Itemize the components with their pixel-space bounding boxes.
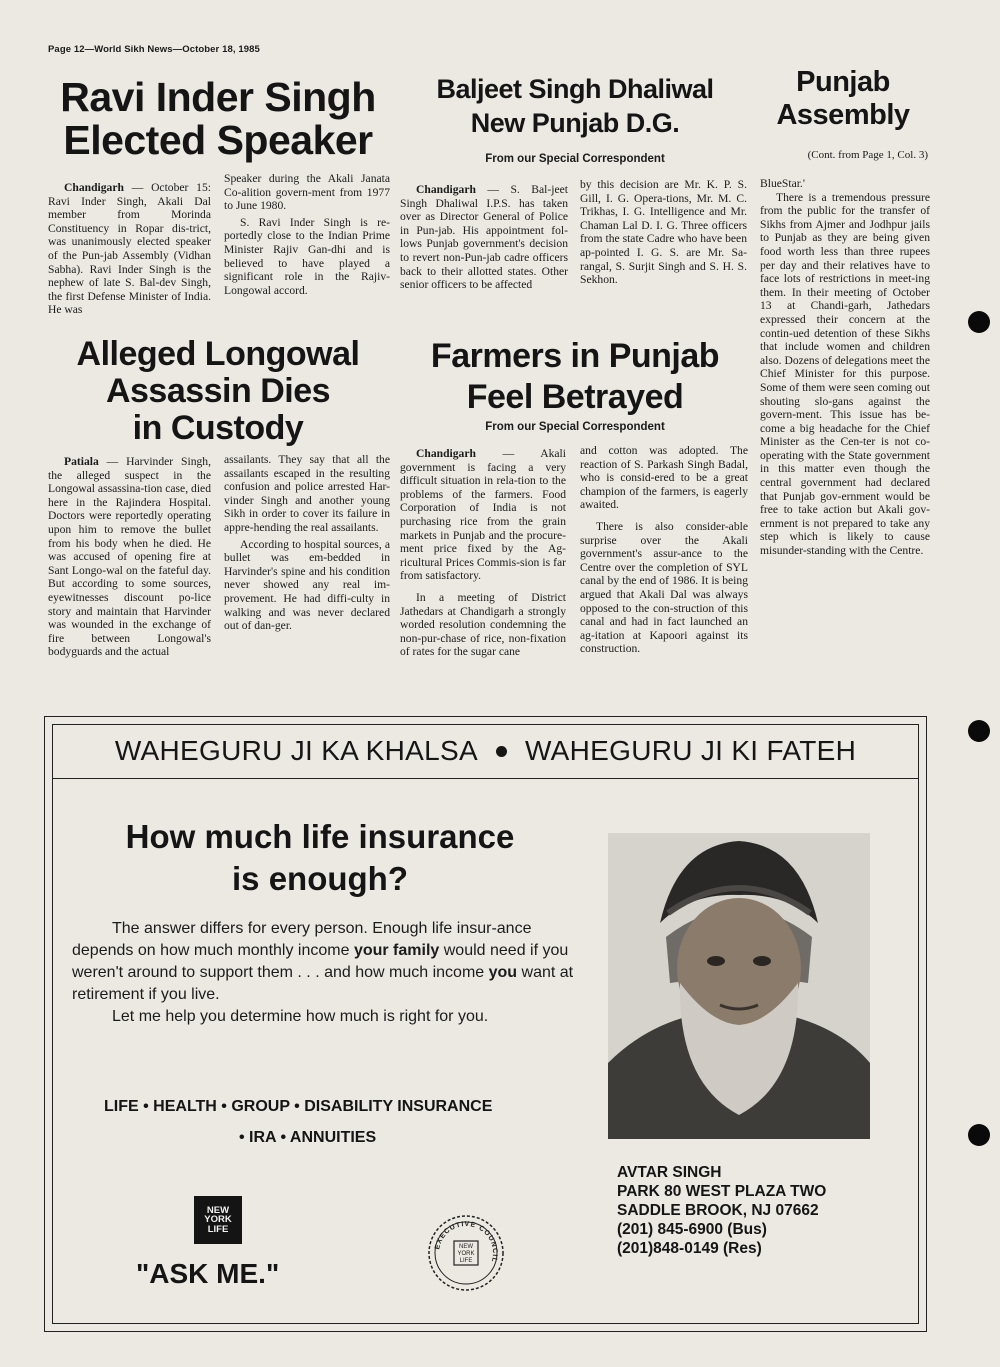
headline-baljeet: Baljeet Singh Dhaliwal New Punjab D.G. bbox=[436, 74, 714, 138]
svg-text:NEW: NEW bbox=[459, 1244, 473, 1250]
new-york-life-logo: NEW YORK LIFE bbox=[194, 1196, 242, 1244]
executive-council-seal bbox=[426, 1213, 506, 1293]
agent-contact bbox=[617, 1163, 826, 1258]
headline-longowal: Alleged Longowal Assassin Dies in Custody bbox=[76, 335, 360, 447]
byline-baljeet: From our Special Correspondent bbox=[485, 153, 665, 165]
headline-farmers: Farmers in Punjab Feel Betrayed bbox=[430, 337, 720, 416]
agent-address-1: PARK 80 WEST PLAZA TWO bbox=[617, 1183, 827, 1200]
svg-text:YORK: YORK bbox=[457, 1251, 475, 1257]
continuation-note: (Cont. from Page 1, Col. 3) bbox=[807, 149, 928, 161]
dateline: Chandigarh bbox=[416, 183, 476, 196]
headline-assembly: Punjab Assembly bbox=[776, 66, 910, 131]
agent-name: AVTAR SINGH bbox=[617, 1164, 722, 1181]
ravi-col-1: Chandigarh — October 15: Ravi Inder Singh, Akali Dal member from Morinda Constituency in Ropar dis-trict, was unanimously elected speaker of the Pun-jab Assembly (Vidhan Sabha). Ravi Inder Singh is the nephew of late S. Bal-dev Singh, the first Defense Minister of India. He was bbox=[48, 181, 211, 317]
svg-text:LIFE: LIFE bbox=[459, 1258, 473, 1264]
baljeet-col-1: Chandigarh — S. Bal-jeet Singh Dhaliwal I.P.S. has taken over as Director General of Police in Pun-jab. His appointment fol-lows Punjab government's decision to revert non-Pun-jab cadre officers back to their allotted states. Other senior officers to be affected bbox=[400, 183, 568, 292]
punch-hole bbox=[968, 720, 990, 742]
ad-products-line-2: • IRA • ANNUITIES bbox=[239, 1129, 377, 1146]
headline-ravi: Ravi Inder Singh Elected Speaker bbox=[60, 74, 376, 163]
bullet-icon bbox=[496, 746, 507, 757]
assembly-col: BlueStar.' There is a tremendous pressure from the public for the transfer of Sikhs from Ajmer and Jodhpur jails to Punjab as they are being given food worth less than three rupees per day and their relatives have to face lots of restrictions in meet-ing them. In their meeting of October 13 at Chandi-garh, Jathedars expressed their concern at the contin-ued detention of these Sikhs that include women and children also. Dozens of delegations meet the Chief Minister for this purpose. Some of them were seen coming out shouting slo-gans against the govern-ment. This issue has be-come a big headache for the Chief Minister as the Cen-ter is not co-operating with the State government in this matter even though the central government had declared that Punjab gov-ernment would be free to take action but Akali gov-ernment is not prepared to take any step which is likely to cause misunder-standing with the Centre. bbox=[760, 177, 930, 558]
agent-address-2: SADDLE BROOK, NJ 07662 bbox=[617, 1202, 819, 1219]
baljeet-col-2: by this decision are Mr. K. P. S. Gill, I. G. Opera-tions, Mr. M. C. Trikhas, I. G. Intelligence and Mr. Chaman Lal D. I. G. Three officers from the state Cadre who have been ap-pointed I. G. S. are Mr. Sa-rangal, S. Surjit Singh and S. H. S. Sekhon. bbox=[580, 178, 747, 287]
dateline: Chandigarh bbox=[64, 181, 124, 194]
longowal-col-2: assailants. They say that all the assailants escaped in the resulting confusion and police arrested Har-vinder Singh and another young Sikh in order to cover its failure in appre-hending the real assailants. According to hospital sources, a bullet was em-bedded in Harvinder's spine and his condition never showed any real im-provement. He had diffi-culty in walking and was never declared out of dan-ger. bbox=[224, 453, 390, 633]
dateline: Chandigarh bbox=[416, 447, 476, 460]
seal-ring-text: EXECUTIVE COUNCIL bbox=[434, 1220, 499, 1264]
agent-phone-bus: (201) 845-6900 (Bus) bbox=[617, 1221, 767, 1238]
byline-farmers: From our Special Correspondent bbox=[485, 421, 665, 433]
ravi-col-2: Speaker during the Akali Janata Co-alition govern-ment from 1977 to June 1980. S. Ravi Inder Singh is re-portedly close to the Indian Prime Minister Rajiv Gan-dhi and is believed to have played a significant role in the Rajiv-Longowal accord. bbox=[224, 172, 390, 297]
ad-products-line-1: LIFE • HEALTH • GROUP • DISABILITY INSURANCE bbox=[104, 1098, 493, 1115]
agent-photo bbox=[608, 833, 870, 1139]
ad-body: The answer differs for every person. Enough life insur-ance depends on how much monthly income your family would need if you weren't around to support them . . . and how much income you want at retirement if you live. Let me help you determine how much is right for you. bbox=[72, 920, 574, 1025]
page-folio: Page 12—World Sikh News—October 18, 1985 bbox=[48, 44, 260, 55]
longowal-col-1: Patiala — Harvinder Singh, the alleged suspect in the Longowal assassina-tion case, died here in the Rajindera Hospital. Doctors were reportedly operating upon him to remove the bullet from his body when he died. He was accused of opening fire at Sant Longo-wal on the fateful day. But according to some sources, eyewitnesses discount po-lice story and maintain that Harvinder was wounded in the exchange of fire between Longowal's bodyguards and the actual bbox=[48, 455, 211, 659]
dateline: Patiala bbox=[64, 455, 99, 468]
punch-hole bbox=[968, 1124, 990, 1146]
ask-me-tagline: "ASK ME." bbox=[136, 1258, 280, 1289]
agent-phone-res: (201)848-0149 (Res) bbox=[617, 1240, 762, 1257]
farmers-col-2: and cotton was adopted. The reaction of S. Parkash Singh Badal, who is consid-ered to be a great champion of the farmers, is eagerly awaited. There is also consider-able surprise over the Akali government's assur-ance to the Centre over the completion of SYL canal by the end of 1986. It is being argued that Akali Dal was always opposed to the con-struction of this canal and had in fact launched an ag-itation at Kapoori against its construction. bbox=[580, 444, 748, 656]
farmers-col-1: Chandigarh — Akali government is facing a very difficult situation in rela-tion to the problems of the farmers. Food Corporation of India is not purchasing rice from the grain markets in Punjab and the procure-ment price fixed by the Ag-ricultural Prices Commis-sion is far from satisfactory. In a meeting of District Jathedars at Chandigarh a strongly worded resolution condemning the non-pur-chase of rice, non-fixation of rates for the sugar cane bbox=[400, 447, 566, 659]
punch-hole bbox=[968, 311, 990, 333]
ad-headline: How much life insurance is enough? bbox=[125, 818, 515, 897]
ad-banner: WAHEGURU JI KA KHALSA WAHEGURU JI KI FATEH bbox=[52, 724, 919, 779]
